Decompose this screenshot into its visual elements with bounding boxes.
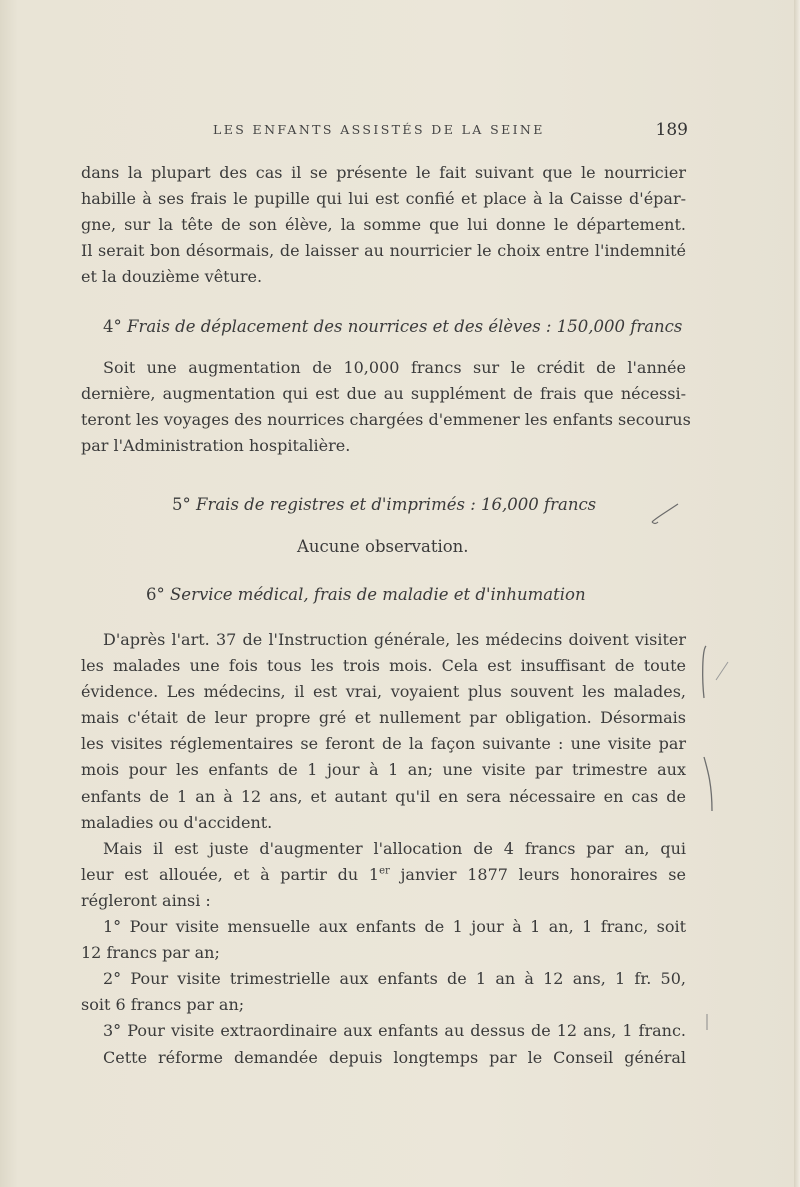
- section-5-heading: [172, 495, 596, 514]
- section-title: Service médical, frais de maladie et d'inhumation: [170, 585, 586, 604]
- text-line: maladies ou d'accident.: [81, 812, 273, 832]
- text-fragment: leur est allouée, et à partir du 1: [81, 864, 380, 884]
- text-line: dernière, augmentation qui est due au supplément de frais que nécessi-: [81, 384, 686, 404]
- text-line: Soit une augmentation de 10,000 francs sur le crédit de l'année: [103, 358, 686, 377]
- text-line: et la douzième vêture.: [81, 267, 263, 287]
- text-line: les malades une fois tous les trois mois. Cela est insuffisant de toute: [81, 656, 686, 676]
- text-line: enfants de 1 an à 12 ans, et autant qu'il en sera nécessaire en cas de: [81, 786, 686, 806]
- text-line: Cette réforme demandée depuis longtemps par le Conseil général: [103, 1047, 686, 1067]
- text-line: D'après l'art. 37 de l'Instruction générale, les médecins doivent visiter: [103, 630, 686, 649]
- text-line: gne, sur la tête de son élève, la somme que lui donne le département.: [81, 215, 686, 235]
- text-fragment: janvier 1877 leurs honoraires se: [389, 864, 686, 884]
- text-line: mais c'était de leur propre gré et nullement par obligation. Désormais: [81, 708, 686, 728]
- section-title: Frais de déplacement des nourrices et des élèves : 150,000 francs: [127, 317, 683, 336]
- text-line: mois pour les enfants de 1 jour à 1 an; une visite par trimestre aux: [81, 760, 686, 780]
- section-number: 4°: [103, 317, 122, 336]
- text-line: par l'Administration hospitalière.: [81, 436, 351, 456]
- section-6-paragraph-visits: [81, 627, 686, 1071]
- pencil-mark-icon: [648, 500, 684, 526]
- list-item: 2° Pour visite trimestrielle aux enfants de 1 an à 12 ans, 1 fr. 50,: [103, 969, 686, 989]
- section-6-heading: [146, 585, 586, 604]
- section-number: 5°: [172, 495, 191, 514]
- running-header: [213, 122, 688, 142]
- text-line: Mais il est juste d'augmenter l'allocation de 4 francs par an, qui: [103, 838, 686, 858]
- paragraph-clothing: [81, 160, 686, 290]
- margin-bracket-icon: [694, 640, 734, 700]
- text-line: évidence. Les médecins, il est vrai, voyaient plus souvent les malades,: [81, 682, 686, 702]
- superscript: er: [379, 865, 390, 877]
- text-line: Il serait bon désormais, de laisser au nourricier le choix entre l'indemnité: [81, 241, 686, 261]
- text-line: les visites réglementaires se feront de la façon suivante : une visite par: [81, 734, 686, 754]
- section-4-heading: [103, 317, 682, 336]
- page-number: 189: [655, 120, 688, 140]
- margin-line-icon: [700, 755, 720, 815]
- text-line: régleront ainsi :: [81, 890, 211, 910]
- section-number: 6°: [146, 585, 165, 604]
- text-line: [81, 862, 686, 888]
- running-title: LES ENFANTS ASSISTÉS DE LA SEINE: [213, 122, 545, 137]
- list-item-continuation: soit 6 francs par an;: [81, 995, 245, 1015]
- text-line: dans la plupart des cas il se présente le fait suivant que le nourricier: [81, 163, 686, 182]
- list-item: 1° Pour visite mensuelle aux enfants de 1 jour à 1 an, 1 franc, soit: [103, 917, 686, 937]
- section-4-paragraph: [81, 355, 691, 459]
- margin-tick-icon: [702, 1012, 712, 1032]
- list-item-continuation: 12 francs par an;: [81, 943, 220, 963]
- text-line: teront les voyages des nourrices chargées d'emmener les enfants secourus: [81, 410, 691, 430]
- section-title: Frais de registres et d'imprimés : 16,000 francs: [196, 495, 597, 514]
- list-item: 3° Pour visite extraordinaire aux enfants au dessus de 12 ans, 1 franc.: [103, 1021, 686, 1041]
- page-edge: [794, 0, 800, 1187]
- section-5-note: Aucune observation.: [297, 537, 469, 556]
- text-line: habille à ses frais le pupille qui lui est confié et place à la Caisse d'épar-: [81, 189, 686, 209]
